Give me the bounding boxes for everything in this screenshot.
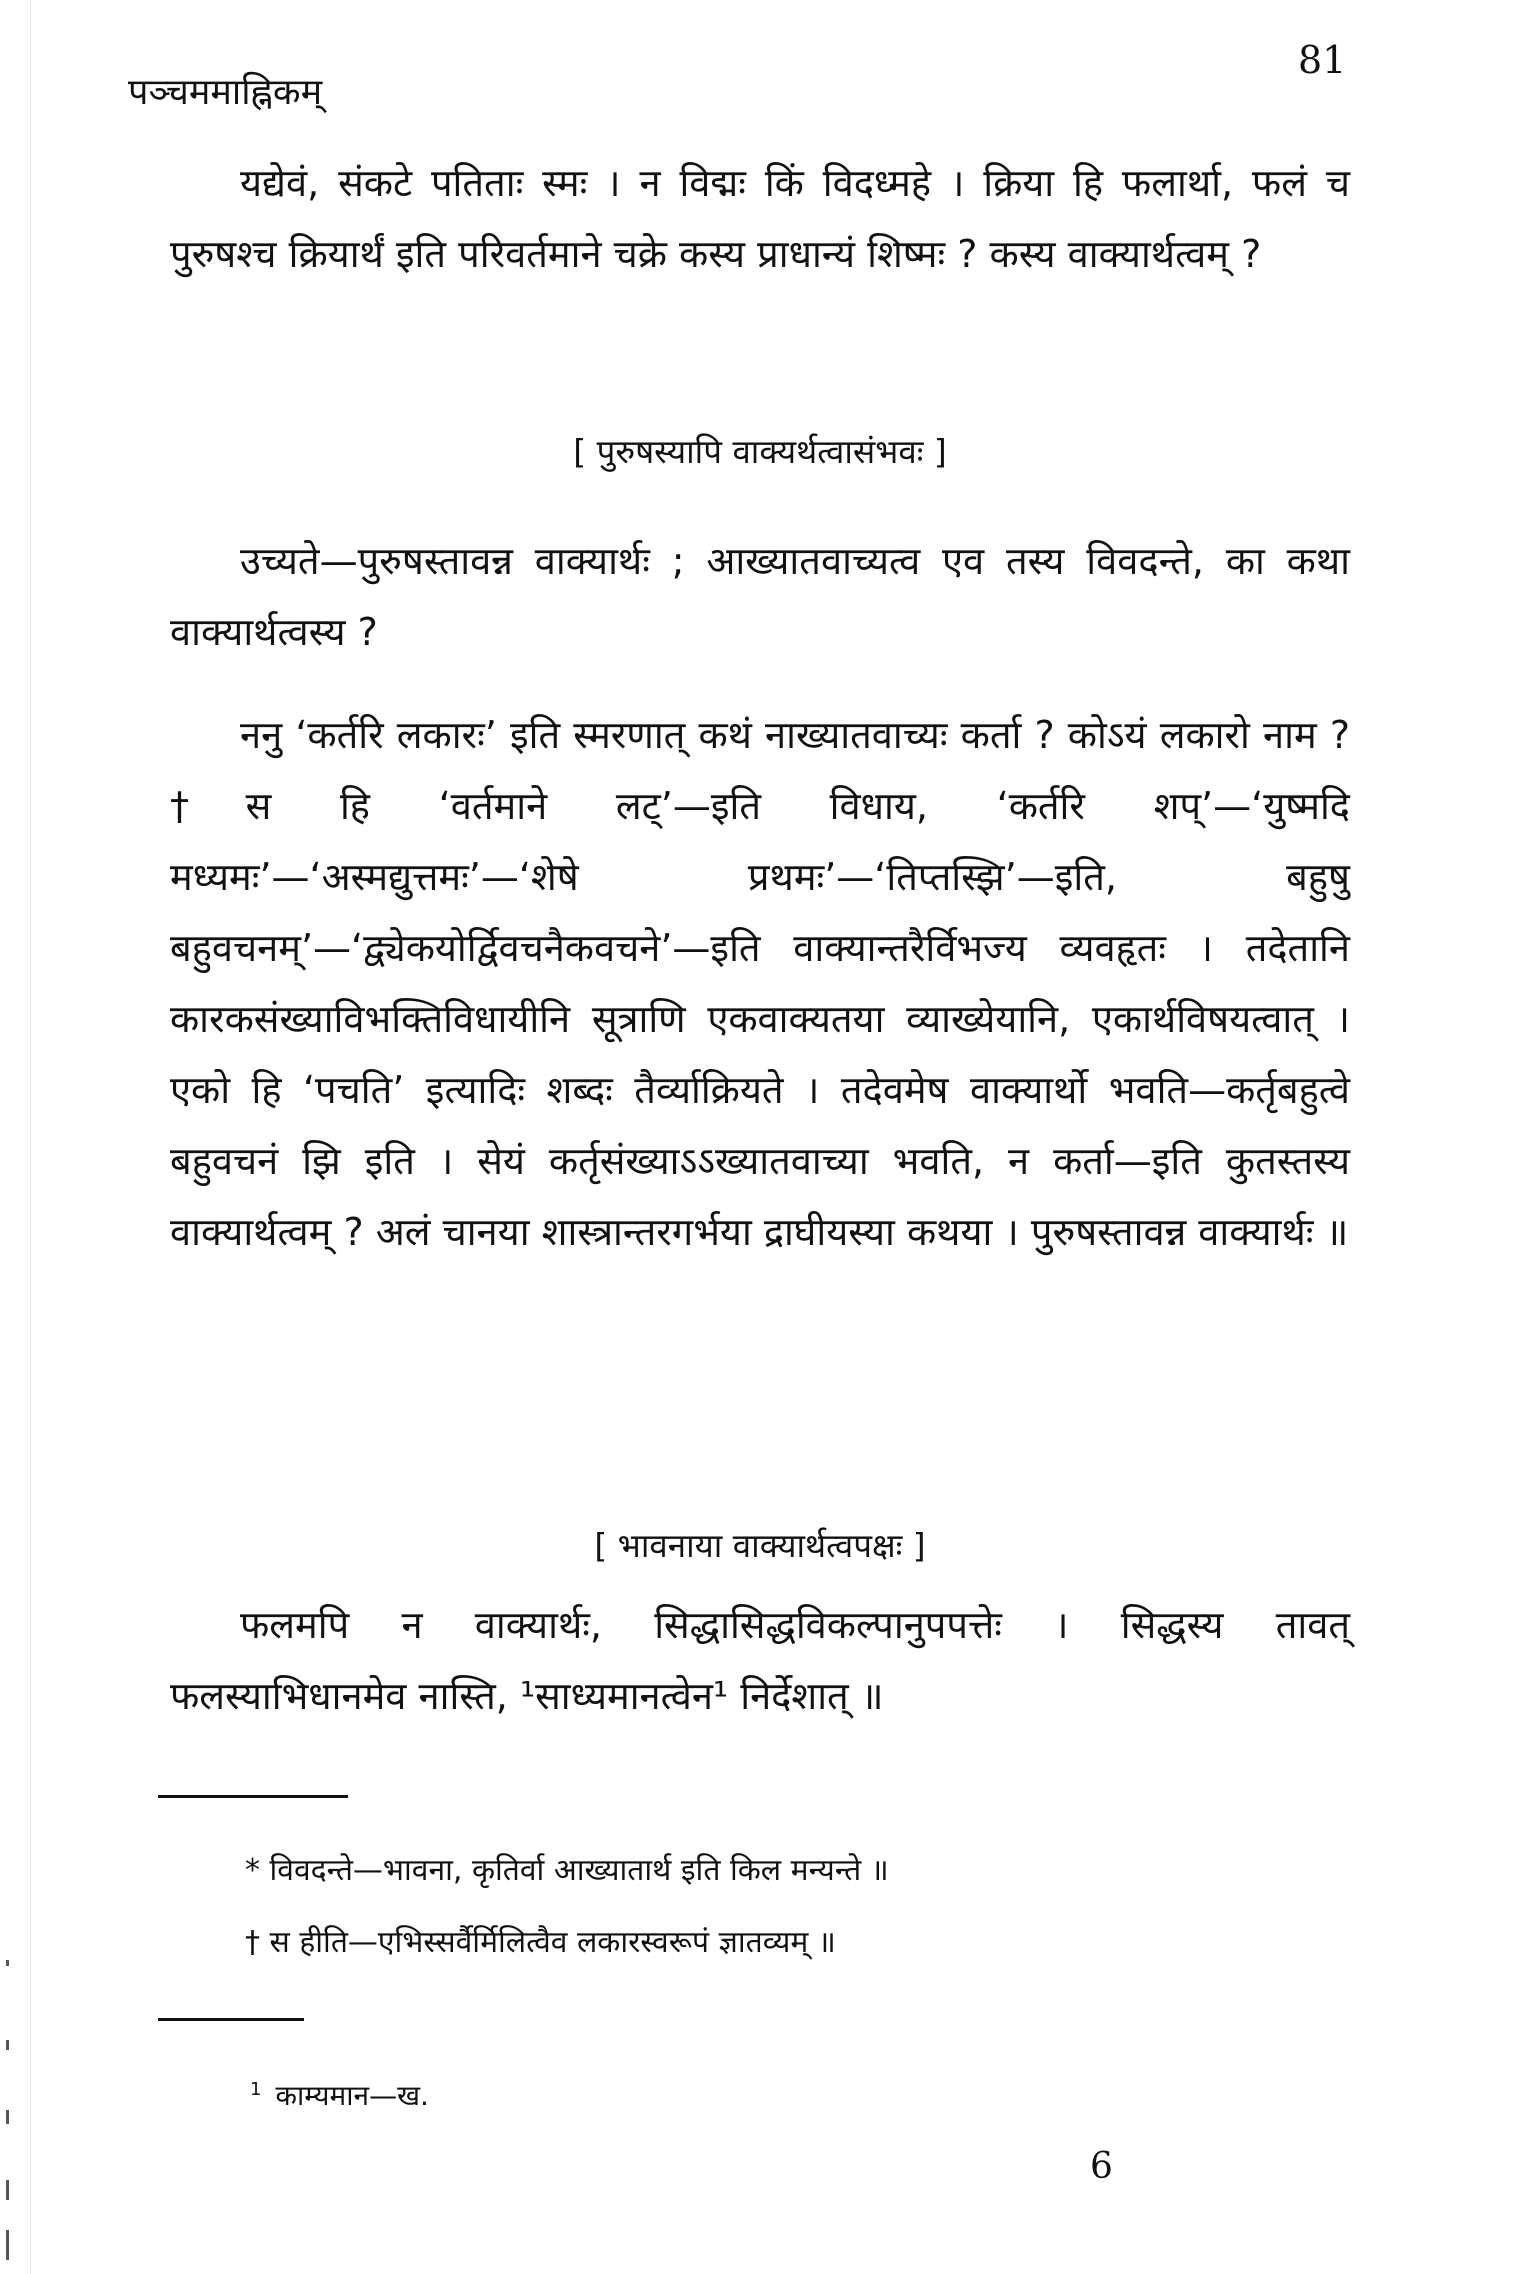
scan-speck	[6, 2180, 9, 2200]
variant-reading	[250, 2076, 429, 2114]
scan-speck	[6, 2040, 9, 2050]
footnote-dagger: † स हीति—एभिस्सर्वैर्मिलित्वैव लकारस्वरूपं ज्ञातव्यम् ॥	[245, 1925, 836, 1960]
scan-speck	[6, 1960, 9, 1966]
section-heading-1: [ पुरुषस्यापि वाक्यर्थत्वासंभवः ]	[573, 432, 947, 471]
running-header-title: पञ्चममाह्निकम्	[128, 72, 323, 113]
page-number: 81	[1298, 38, 1347, 82]
variant-divider	[158, 2018, 304, 2021]
variant-marker: 1	[250, 2078, 262, 2100]
footnote-star: * विवदन्ते—भावना, कृतिर्वा आख्यातार्थ इति किल मन्यन्ते ॥	[245, 1853, 889, 1888]
signature-mark: 6	[1090, 2146, 1113, 2187]
paragraph-4: फलमपि न वाक्यार्थः, सिद्धासिद्धविकल्पानुपपत्तेः । सिद्धस्य तावत् फलस्याभिधानमेव नास्ति, ¹साध्यमानत्वेन¹ निर्देशात् ॥	[170, 1603, 1350, 1718]
paragraph-3: ननु ‘कर्तरि लकारः’ इति स्मरणात् कथं नाख्यातवाच्यः कर्ता ? कोऽयं लकारो नाम ? †स हि ‘वर्तमाने लट्’—इति विधाय, ‘कर्तरि शप्’—‘युष्मदि मध्यमः’—‘अस्मद्युत्तमः’—‘शेषे प्रथमः’—‘तिप्तस्झि’—इति, बहुषु बहुवचनम्’—‘द्व्येकयोर्द्विवचनैकवचने’—इति वाक्यान्तरैर्विभज्य व्यवहृतः । तदेतानि कारकसंख्याविभक्तिविधायीनि सूत्राणि एकवाक्यतया व्याख्येयानि, एकार्थविषयत्वात् । एको हि ‘पचति’ इत्यादिः शब्दः तैर्व्याक्रियते । तदेवमेष वाक्यार्थो भवति—कर्तृबहुत्वे बहुवचनं झि इति । सेयं कर्तृसंख्याऽऽख्यातवाच्या भवति, न कर्ता—इति कुतस्तस्य वाक्यार्थत्वम् ? अलं चानया शास्त्रान्तरगर्भया द्राघीयस्या कथया । पुरुषस्तावन्न वाक्यार्थः ॥	[170, 713, 1350, 1254]
scan-speck	[6, 2230, 9, 2260]
section-heading-2: [ भावनाया वाक्यार्थत्वपक्षः ]	[594, 1526, 926, 1565]
footnote-divider	[158, 1795, 348, 1798]
scanned-page-edge	[0, 0, 31, 2274]
variant-text: काम्यमान—ख.	[275, 2079, 429, 2112]
paragraph-2: उच्यते—पुरुषस्तावन्न वाक्यार्थः ; आख्यातवाच्यत्व एव तस्य विवदन्ते, का कथा वाक्यार्थत्वस्य ?	[170, 539, 1350, 654]
scan-speck	[6, 2110, 9, 2124]
paragraph-1: यद्येवं, संकटे पतिताः स्मः । न विद्मः किं विदध्महे । क्रिया हि फलार्था, फलं च पुरुषश्च क्रियार्थं इति परिवर्तमाने चक्रे कस्य प्राधान्यं शिष्मः ? कस्य वाक्यार्थत्वम् ?	[170, 161, 1350, 276]
